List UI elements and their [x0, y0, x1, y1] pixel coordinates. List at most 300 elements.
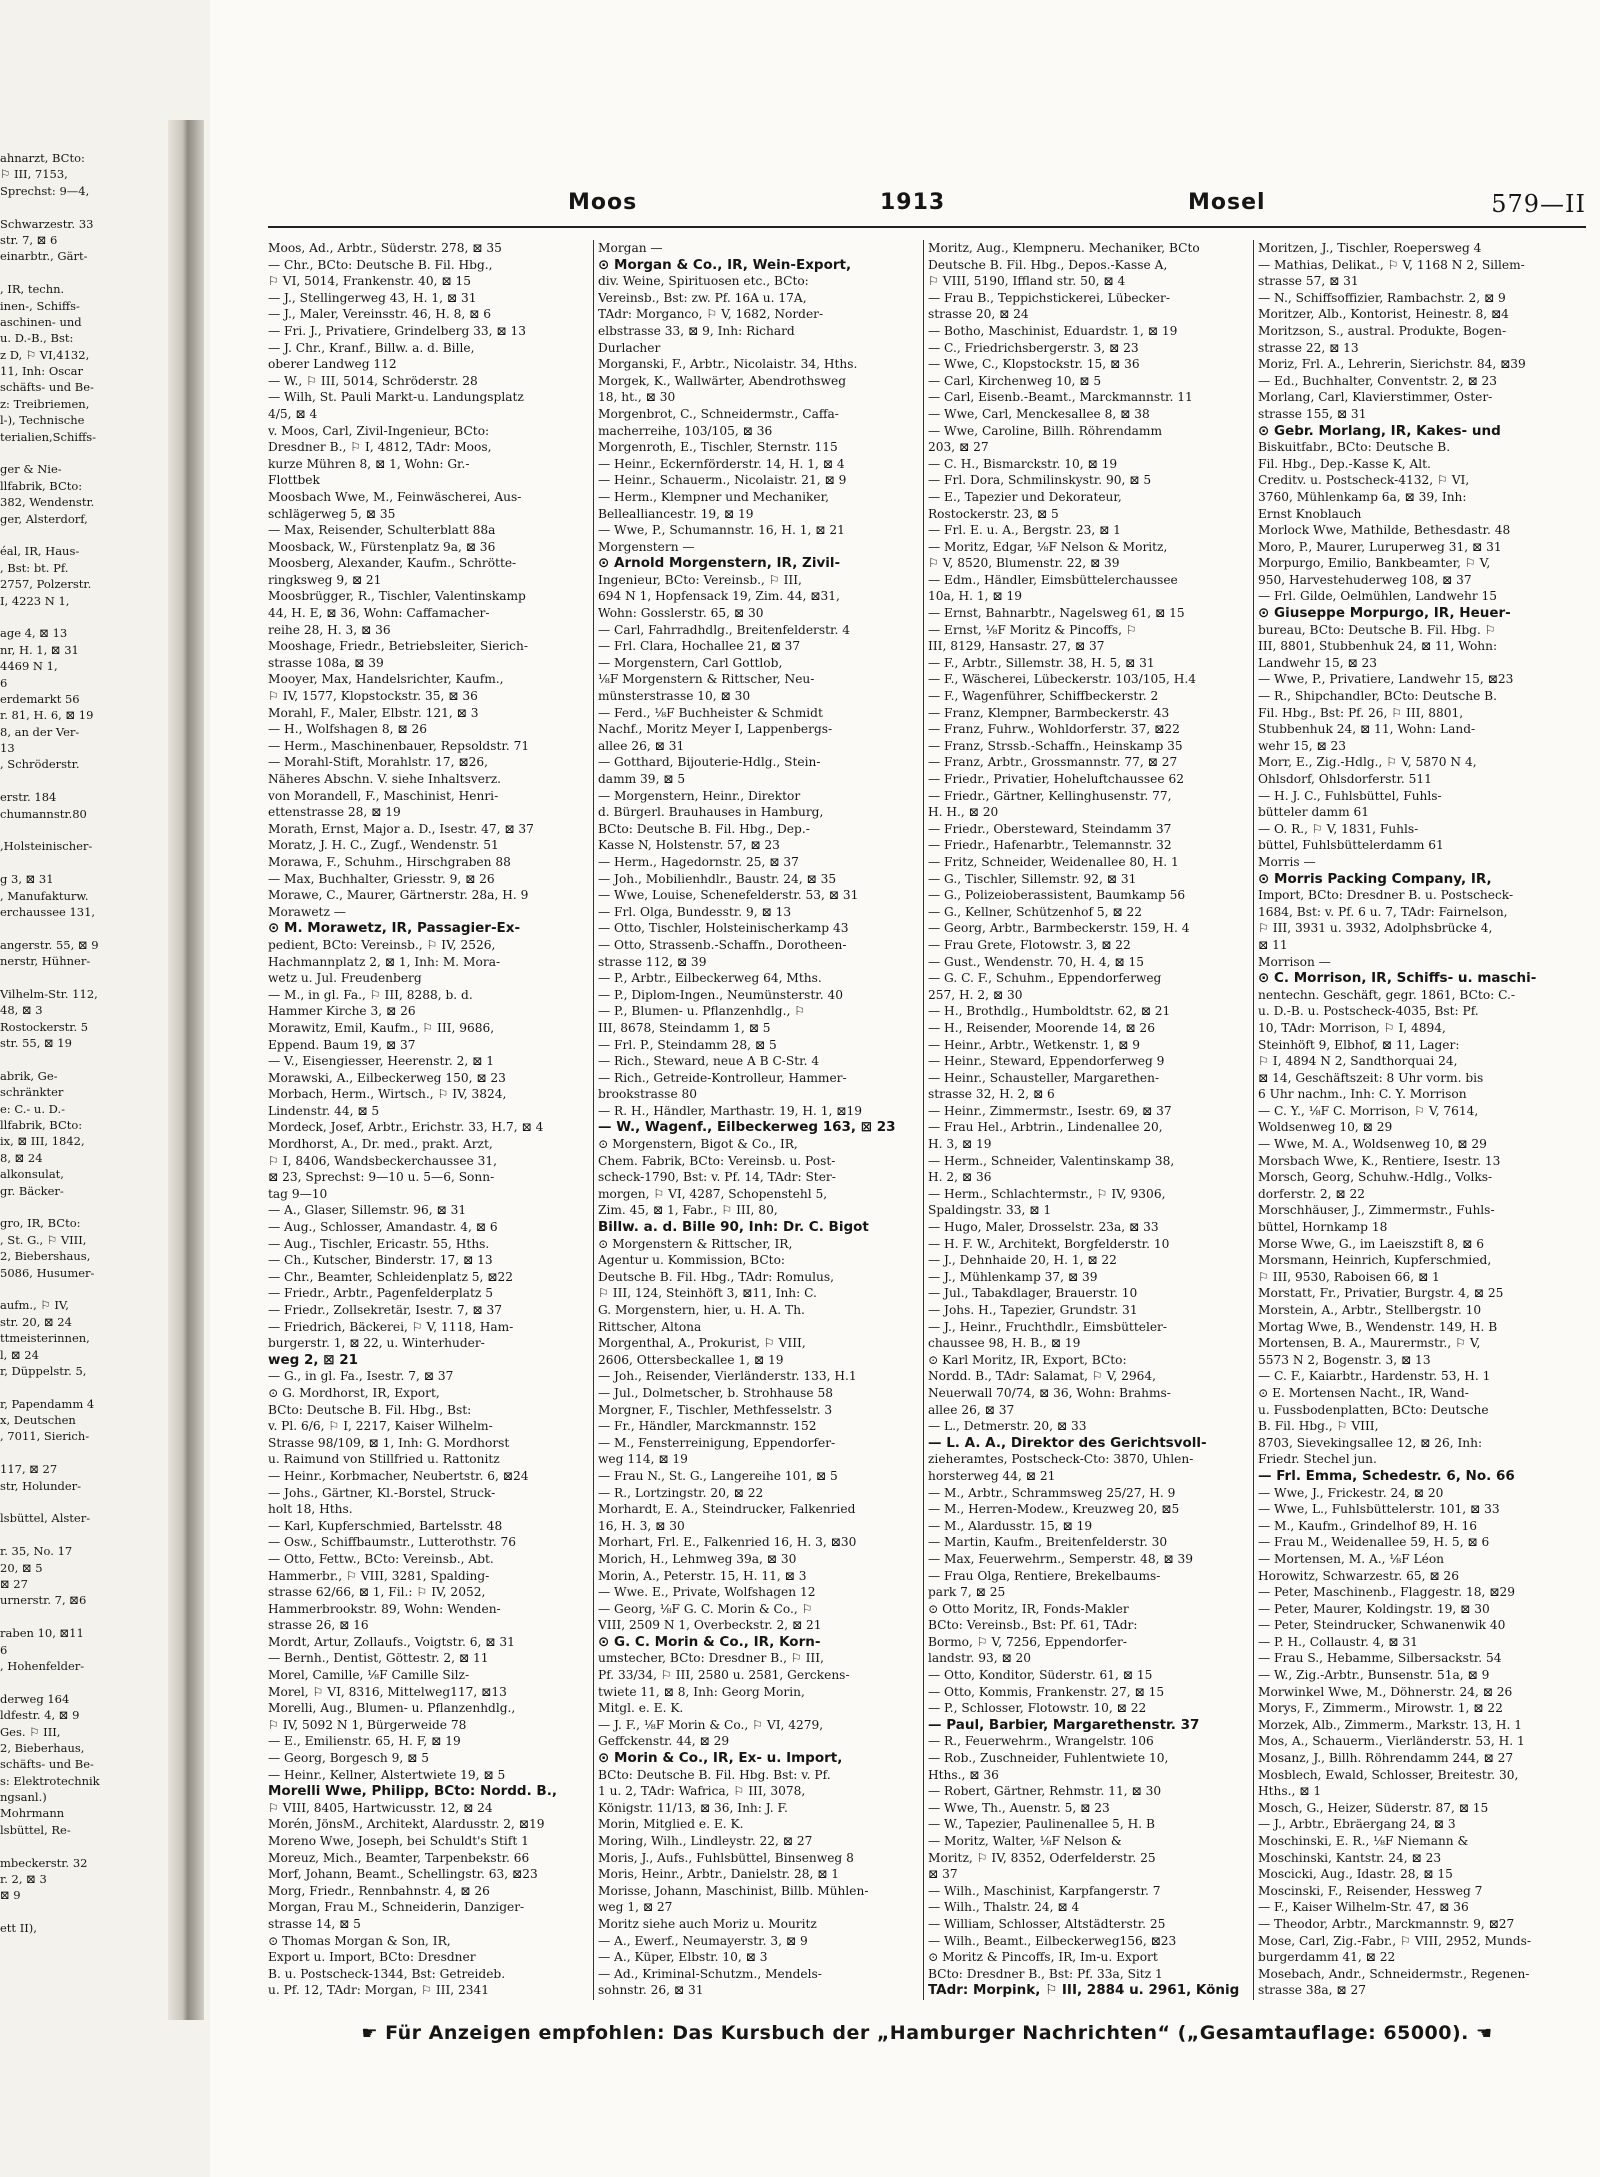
directory-entry: — Wwe, C., Klopstockstr. 15, ⊠ 36 [928, 357, 1140, 372]
previous-page-line: einarbtr., Gärt- [0, 249, 88, 264]
directory-entry: Mosblech, Ewald, Schlosser, Breitestr. 30, [1258, 1767, 1519, 1782]
directory-entry: Mose, Carl, Zig.-Fabr., ⚐ VIII, 2952, Munds- [1258, 1933, 1531, 1948]
directory-entry: — Wilh, St. Pauli Markt-u. Landungsplatz [268, 390, 524, 405]
previous-page-line: schränkter [0, 1085, 64, 1100]
directory-entry: Morsch, Georg, Schuhw.-Hdlg., Volks- [1258, 1170, 1493, 1185]
directory-entry: Morrison — [1258, 954, 1331, 969]
directory-entry [598, 1999, 918, 2000]
previous-page-line: l, ⊠ 24 [0, 1347, 39, 1362]
directory-entry: schlägerweg 5, ⊠ 35 [268, 506, 396, 521]
directory-entry: — Franz, Strssb.-Schaffn., Heinskamp 35 [928, 738, 1183, 753]
previous-page-line: , 7011, Sierich- [0, 1429, 90, 1444]
directory-entry: — Herm., Hagedornstr. 25, ⊠ 37 [598, 854, 799, 869]
directory-entry: weg 1, ⊠ 27 [598, 1900, 673, 1915]
previous-page-line: mbeckerstr. 32 [0, 1855, 88, 1870]
directory-entry: zieheramtes, Postscheck-Cto: 3870, Uhlen- [928, 1452, 1194, 1467]
directory-entry: Moosbach Wwe, M., Feinwäscherei, Aus- [268, 489, 522, 504]
directory-entry: — Carl, Eisenb.-Beamt., Marckmannstr. 11 [928, 390, 1193, 405]
directory-entry: — Chr., Beamter, Schleidenplatz 5, ⊠22 [268, 1269, 513, 1284]
directory-entry: strasse 62/66, ⊠ 1, Fil.: ⚐ IV, 2052, [268, 1585, 486, 1600]
directory-entry: Creditv. u. Postscheck-4132, ⚐ VI, [1258, 473, 1470, 488]
directory-entry: — G., Polizeioberassistent, Baumkamp 56 [928, 888, 1186, 903]
directory-entry: nentechn. Geschäft, gegr. 1861, BCto: C.- [1258, 987, 1516, 1002]
directory-entry: — Morahl-Stift, Morahlstr. 17, ⊠26, [268, 755, 489, 770]
previous-page-column [0, 150, 168, 2010]
directory-entry: Steinhöft 9, Elbhof, ⊠ 11, Lager: [1258, 1037, 1460, 1052]
directory-entry: Morr, E., Zig.-Hdlg., ⚐ V, 5870 N 4, [1258, 755, 1477, 770]
previous-page-line: raben 10, ⊠11 [0, 1626, 84, 1641]
directory-entry: — Theodor, Arbtr., Marckmannstr. 9, ⊠27 [1258, 1916, 1515, 1931]
directory-entry: — J., Arbtr., Ebräergang 24, ⊠ 3 [1258, 1817, 1456, 1832]
directory-entry: B. u. Postscheck-1344, Bst: Getreideb. [268, 1966, 506, 1981]
previous-page-line: , St. G., ⚐ VIII, [0, 1232, 87, 1247]
directory-entry: — W., Tapezier, Paulinenallee 5, H. B [928, 1817, 1155, 1832]
previous-page-line: llfabrik, BCto: [0, 478, 83, 493]
directory-entry: — Martin, Kaufm., Breitenfelderstr. 30 [928, 1535, 1168, 1550]
directory-entry: Morel, ⚐ VI, 8316, Mittelweg117, ⊠13 [268, 1684, 507, 1699]
directory-entry: weg 114, ⊠ 19 [598, 1452, 688, 1467]
directory-entry: pedient, BCto: Vereinsb., ⚐ IV, 2526, [268, 937, 496, 952]
directory-entry: Hachmannplatz 2, ⊠ 1, Inh: M. Mora- [268, 954, 501, 969]
directory-entry: Bormo, ⚐ V, 7256, Eppendorfer- [928, 1634, 1127, 1649]
previous-page-line: r, Papendamm 4 [0, 1396, 95, 1411]
directory-entry: ⚐ III, 124, Steinhöft 3, ⊠11, Inh: C. [598, 1286, 817, 1301]
directory-entry: Eppend. Baum 19, ⊠ 37 [268, 1037, 416, 1052]
directory-entry: III, 8801, Stubbenhuk 24, ⊠ 11, Wohn: [1258, 639, 1498, 654]
previous-page-line: ngsanl.) [0, 1790, 47, 1805]
directory-entry: — R. H., Händler, Marthastr. 19, H. 1, ⊠19 [598, 1103, 862, 1118]
directory-entry: 5573 N 2, Bogenstr. 3, ⊠ 13 [1258, 1352, 1431, 1367]
directory-entry: Morstatt, Fr., Privatier, Burgstr. 4, ⊠ 25 [1258, 1286, 1504, 1301]
previous-page-line: angerstr. 55, ⊠ 9 [0, 937, 99, 952]
directory-entry: — H., Reisender, Moorende 14, ⊠ 26 [928, 1020, 1155, 1035]
previous-page-line: str. 20, ⊠ 24 [0, 1314, 72, 1329]
directory-entry: — J., Dehnhaide 20, H. 1, ⊠ 22 [928, 1253, 1117, 1268]
directory-entry: 18, ht., ⊠ 30 [598, 390, 676, 405]
directory-entry: — Frl. Emma, Schedestr. 6, No. 66 [1258, 1467, 1515, 1484]
directory-entry: Moritz, ⚐ IV, 8352, Oderfelderstr. 25 [928, 1850, 1156, 1865]
directory-entry: — A., Ewerf., Neumayerstr. 3, ⊠ 9 [598, 1933, 808, 1948]
directory-entry: 10a, H. 1, ⊠ 19 [928, 589, 1022, 604]
directory-entry: ⊠ 14, Geschäftszeit: 8 Uhr vorm. bis [1258, 1070, 1484, 1085]
directory-entry: — E., Emilienstr. 65, H. F, ⊠ 19 [268, 1734, 461, 1749]
directory-entry: 1684, Bst: v. Pf. 6 u. 7, TAdr: Fairnelson, [1258, 904, 1508, 919]
previous-page-line: lsbüttel, Re- [0, 1822, 71, 1837]
directory-entry: — Frl. Clara, Hochallee 21, ⊠ 37 [598, 639, 801, 654]
previous-page-line: erstr. 184 [0, 790, 57, 805]
directory-entry: ⊠ 11 [1258, 937, 1288, 952]
directory-entry: — Frau Hel., Arbtrin., Lindenallee 20, [928, 1120, 1163, 1135]
directory-entry: Moris, J., Aufs., Fuhlsbüttel, Binsenweg 8 [598, 1850, 854, 1865]
directory-entry: Strasse 98/109, ⊠ 1, Inh: G. Mordhorst [268, 1435, 510, 1450]
directory-entry: Morf, Johann, Beamt., Schellingstr. 63, ⊠23 [268, 1867, 538, 1882]
directory-entry: — Wwe, Louise, Schenefelderstr. 53, ⊠ 31 [598, 888, 859, 903]
directory-entry: Zim. 45, ⊠ 1, Fabr., ⚐ III, 80, [598, 1203, 778, 1218]
directory-entry: ⊙ Arnold Morgenstern, IR, Zivil- [598, 555, 841, 572]
directory-entry: Flottbek [268, 473, 320, 488]
previous-page-line: inen-, Schiffs- [0, 298, 80, 313]
directory-entry: — Frau Grete, Flotowstr. 3, ⊠ 22 [928, 937, 1131, 952]
previous-page-line [0, 199, 168, 215]
directory-entry: allee 26, ⊠ 31 [598, 738, 685, 753]
directory-entry: Moritzer, Alb., Kontorist, Heinestr. 8, ⊠4 [1258, 307, 1509, 322]
directory-entry: — P., Diplom-Ingen., Neumünsterstr. 40 [598, 987, 844, 1002]
previous-page-line: erchaussee 131, [0, 904, 96, 919]
previous-page-line: r. 81, H. 6, ⊠ 19 [0, 708, 94, 723]
directory-entry: chaussee 98, H. B., ⊠ 19 [928, 1336, 1081, 1351]
directory-entry: Morawetz — [268, 904, 346, 919]
directory-entry: — Frl. Olga, Bundesstr. 9, ⊠ 13 [598, 904, 792, 919]
column-2 [598, 240, 918, 2000]
previous-page-line: e: C.- u. D.- [0, 1101, 65, 1116]
directory-entry: Morlock Wwe, Mathilde, Bethesdastr. 48 [1258, 523, 1511, 538]
directory-entry: H. 2, ⊠ 36 [928, 1170, 992, 1185]
previous-page-line: x, Deutschen [0, 1413, 76, 1428]
directory-entry: Morin, A., Peterstr. 15, H. 11, ⊠ 3 [598, 1568, 807, 1583]
directory-entry: — Heinr., Kellner, Alstertwiete 19, ⊠ 5 [268, 1767, 506, 1782]
directory-entry: III, 8678, Steindamm 1, ⊠ 5 [598, 1020, 771, 1035]
directory-columns [268, 240, 1586, 2000]
directory-entry: Nordd. B., TAdr: Salamat, ⚐ V, 2964, [928, 1369, 1156, 1384]
directory-entry: Morsbach Wwe, K., Rentiere, Isestr. 13 [1258, 1153, 1501, 1168]
directory-entry: Mordhorst, A., Dr. med., prakt. Arzt, [268, 1137, 493, 1152]
directory-entry: — Ed., Buchhalter, Conventstr. 2, ⊠ 23 [1258, 373, 1498, 388]
previous-page-line: u. D.-B., Bst: [0, 331, 74, 346]
previous-page-line: llfabrik, BCto: [0, 1118, 83, 1133]
directory-entry: — A., Glaser, Sillemstr. 96, ⊠ 31 [268, 1203, 467, 1218]
directory-entry: ⊙ Giuseppe Morpurgo, IR, Heuer- [1258, 605, 1511, 622]
previous-page-line [0, 1051, 168, 1067]
previous-page-line [0, 1609, 168, 1625]
directory-entry: tag 9—10 [268, 1186, 328, 1201]
directory-entry: — Carl, Kirchenweg 10, ⊠ 5 [928, 373, 1102, 388]
column-divider [923, 240, 924, 2000]
directory-entry: ⊙ Gebr. Morlang, IR, Kakes- und [1258, 422, 1501, 439]
directory-entry: Neuerwall 70/74, ⊠ 36, Wohn: Brahms- [928, 1385, 1171, 1400]
directory-entry: Mosch, G., Heizer, Süderstr. 87, ⊠ 15 [1258, 1800, 1489, 1815]
previous-page-line: z D, ⚐ VI,4132, [0, 347, 90, 362]
directory-entry: Morys, F., Zimmerm., Mirowstr. 1, ⊠ 22 [1258, 1701, 1503, 1716]
directory-entry: weg 2, ⊠ 21 [268, 1351, 359, 1368]
previous-page-line [0, 1281, 168, 1297]
previous-page-line: 2, Biebershaus, [0, 1249, 91, 1264]
directory-entry: Horowitz, Schwarzestr. 65, ⊠ 26 [1258, 1568, 1459, 1583]
directory-entry: ⚐ IV, 5092 N 1, Bürgerweide 78 [268, 1717, 467, 1732]
directory-entry: Mortensen, B. A., Maurermstr., ⚐ V, [1258, 1336, 1481, 1351]
directory-entry: ⚐ VIII, 8405, Hartwicusstr. 12, ⊠ 24 [268, 1800, 493, 1815]
previous-page-line: Mohrmann [0, 1806, 65, 1821]
directory-entry: — Ad., Kriminal-Schutzm., Mendels- [598, 1966, 822, 1981]
directory-entry: — Johs., Gärtner, Kl.-Borstel, Struck- [268, 1485, 496, 1500]
directory-entry: — Franz, Klempner, Barmbeckerstr. 43 [928, 705, 1170, 720]
previous-page-line: 117, ⊠ 27 [0, 1462, 58, 1477]
directory-entry: ⊠ 23, Sprechst: 9—10 u. 5—6, Sonn- [268, 1170, 495, 1185]
directory-entry: — H., Wolfshagen 8, ⊠ 26 [268, 722, 427, 737]
directory-entry: BCto: Vereinsb., Bst: Pf. 61, TAdr: [928, 1618, 1138, 1633]
previous-page-line [0, 855, 168, 871]
directory-entry: — Karl, Kupferschmied, Bartelsstr. 48 [268, 1518, 503, 1533]
directory-entry: d. Bürgerl. Brauhauses in Hamburg, [598, 805, 824, 820]
directory-entry: strasse 26, ⊠ 16 [268, 1618, 369, 1633]
directory-entry: — R., Feuerwehrm., Wrangelstr. 106 [928, 1734, 1154, 1749]
directory-entry: Moratz, J. H. C., Zugf., Wendenstr. 51 [268, 838, 499, 853]
directory-entry: — Gotthard, Bijouterie-Hdlg., Stein- [598, 755, 821, 770]
directory-entry: landstr. 93, ⊠ 20 [928, 1651, 1032, 1666]
previous-page-line: ahnarzt, BCto: [0, 151, 85, 165]
directory-entry: strasse 22, ⊠ 13 [1258, 340, 1359, 355]
directory-entry: — Wwe, M. A., Woldsenweg 10, ⊠ 29 [1258, 1137, 1487, 1152]
directory-entry: — V., Eisengiesser, Heerenstr. 2, ⊠ 1 [268, 1054, 494, 1069]
directory-entry: Moos, Ad., Arbtr., Süderstr. 278, ⊠ 35 [268, 241, 502, 255]
directory-entry: — Rob., Zuschneider, Fuhlentwiete 10, [928, 1751, 1169, 1766]
previous-page-line: ldfestr. 4, ⊠ 9 [0, 1708, 80, 1723]
directory-entry: — H. J. C., Fuhlsbüttel, Fuhls- [1258, 788, 1442, 803]
directory-entry: — J., Heinr., Fruchthdlr., Eimsbütteler- [928, 1319, 1167, 1334]
header-year: 1913 [880, 190, 946, 215]
directory-entry: strasse 57, ⊠ 31 [1258, 274, 1359, 289]
previous-page-line: chumannstr.80 [0, 806, 87, 821]
previous-page-line: , Manufakturw. [0, 888, 89, 903]
directory-entry: ⊙ M. Morawetz, IR, Passagier-Ex- [268, 920, 521, 937]
directory-entry: Morgenthal, A., Prokurist, ⚐ VIII, [598, 1336, 806, 1351]
directory-entry: — Friedr., Zollsekretär, Isestr. 7, ⊠ 37 [268, 1303, 503, 1317]
directory-entry: Import, BCto: Dresdner B. u. Postscheck- [1258, 888, 1514, 903]
directory-entry: Geffckenstr. 44, ⊠ 29 [598, 1734, 730, 1749]
directory-entry: Moris, Heinr., Arbtr., Danielstr. 28, ⊠ 1 [598, 1867, 840, 1882]
book-spine [168, 120, 204, 2020]
column-3 [928, 240, 1248, 2000]
previous-page-line: ,Holsteinischer- [0, 839, 93, 854]
directory-entry: u. Fussbodenplatten, BCto: Deutsche [1258, 1402, 1489, 1417]
directory-entry: ⊙ Thomas Morgan & Son, IR, [268, 1933, 451, 1948]
previous-page-line: 13 [0, 741, 15, 756]
directory-entry: Spaldingstr. 33, ⊠ 1 [928, 1203, 1052, 1218]
directory-entry: — Otto, Fettw., BCto: Vereinsb., Abt. [268, 1551, 494, 1566]
directory-entry: — H. F. W., Architekt, Borgfelderstr. 10 [928, 1236, 1170, 1251]
directory-entry: ⊙ Karl Moritz, IR, Export, BCto: [928, 1352, 1127, 1367]
previous-page-line: Vilhelm-Str. 112, [0, 986, 98, 1001]
directory-entry: wetz u. Jul. Freudenberg [268, 971, 422, 986]
directory-entry: Morgek, K., Wallwärter, Abendrothsweg [598, 373, 846, 388]
directory-entry: — M., Fensterreinigung, Eppendorfer- [598, 1435, 836, 1450]
previous-page-line: str, Holunder- [0, 1478, 82, 1493]
directory-entry: Moring, Wilh., Lindleystr. 22, ⊠ 27 [598, 1834, 813, 1848]
directory-entry: Morlang, Carl, Klavierstimmer, Oster- [1258, 390, 1493, 405]
previous-page-line: urnerstr. 7, ⊠6 [0, 1593, 87, 1608]
directory-entry: Kasse N, Holstenstr. 57, ⊠ 23 [598, 838, 780, 853]
directory-entry: ⊙ Morgenstern & Rittscher, IR, [598, 1236, 793, 1251]
directory-entry: ⊙ G. Mordhorst, IR, Export, [268, 1385, 440, 1400]
directory-entry: — M., in gl. Fa., ⚐ III, 8288, b. d. [268, 987, 473, 1002]
directory-entry: Hammerbr., ⚐ VIII, 3281, Spalding- [268, 1568, 490, 1583]
directory-entry: — Max, Feuerwehrm., Semperstr. 48, ⊠ 39 [928, 1551, 1194, 1566]
directory-entry: Moschinski, Kantstr. 24, ⊠ 23 [1258, 1850, 1442, 1865]
directory-entry: ⅛F Morgenstern & Rittscher, Neu- [598, 672, 815, 687]
directory-entry: — Rich., Getreide-Kontrolleur, Hammer- [598, 1070, 847, 1085]
directory-entry: — C. Y., ⅛F C. Morrison, ⚐ V, 7614, [1258, 1103, 1479, 1118]
previous-page-line: ttmeisterinnen, [0, 1331, 90, 1346]
directory-entry: — Franz, Fuhrw., Wohldorferstr. 37, ⊠22 [928, 722, 1180, 737]
directory-entry: Morgan — [598, 241, 663, 255]
directory-entry: münsterstrasse 10, ⊠ 30 [598, 689, 751, 704]
directory-entry: — M., Alardusstr. 15, ⊠ 19 [928, 1518, 1093, 1533]
previous-page-line: 8, ⊠ 24 [0, 1150, 43, 1165]
directory-entry: — Bernh., Dentist, Göttestr. 2, ⊠ 11 [268, 1651, 489, 1666]
directory-entry: Moritzen, J., Tischler, Roepersweg 4 [1258, 241, 1482, 255]
directory-entry: Morahl, F., Maler, Elbstr. 121, ⊠ 3 [268, 705, 479, 720]
previous-page-line: ger & Nie- [0, 462, 62, 477]
directory-entry: H. 3, ⊠ 19 [928, 1137, 992, 1152]
directory-entry: — W., Wagenf., Eilbeckerweg 163, ⊠ 23 [598, 1119, 896, 1136]
directory-entry: — C. H., Bismarckstr. 10, ⊠ 19 [928, 456, 1118, 471]
directory-entry: von Morandell, F., Maschinist, Henri- [268, 788, 499, 803]
previous-page-line: I, 4223 N 1, [0, 593, 70, 608]
directory-entry: — Frl. Dora, Schmilinskystr. 90, ⊠ 5 [928, 473, 1152, 488]
directory-entry: — Frau B., Teppichstickerei, Lübecker- [928, 290, 1170, 305]
directory-entry: — Friedr., Privatier, Hoheluftchaussee 62 [928, 772, 1184, 786]
directory-entry: — L. A. A., Direktor des Gerichtsvoll- [928, 1434, 1207, 1451]
previous-page-line: Sprechst: 9—4, [0, 183, 90, 198]
previous-page-line: 382, Wendenstr. [0, 495, 95, 510]
directory-entry: — G., Kellner, Schützenhof 5, ⊠ 22 [928, 904, 1142, 919]
directory-entry: Hammer Kirche 3, ⊠ 26 [268, 1004, 416, 1019]
directory-entry: Mosebach, Andr., Schneidermstr., Regenen- [1258, 1966, 1530, 1981]
directory-entry: — Frl. E. u. A., Bergstr. 23, ⊠ 1 [928, 523, 1121, 538]
directory-entry: Morawski, A., Eilbeckerweg 150, ⊠ 23 [268, 1070, 506, 1085]
directory-entry: — Otto, Konditor, Süderstr. 61, ⊠ 15 [928, 1668, 1153, 1683]
page-number: 579—II [1491, 190, 1586, 218]
directory-entry: — Herm., Schlachtermstr., ⚐ IV, 9306, [928, 1186, 1166, 1201]
directory-entry: Moscinski, F., Reisender, Hessweg 7 [1258, 1883, 1483, 1898]
directory-entry: III, 8129, Hansastr. 27, ⊠ 37 [928, 639, 1105, 654]
directory-entry: — Hugo, Maler, Drosselstr. 23a, ⊠ 33 [928, 1220, 1159, 1235]
directory-entry: — Herm., Schneider, Valentinskamp 38, [928, 1153, 1175, 1168]
previous-page-line: l-), Technische [0, 413, 85, 428]
directory-entry: — Jul., Dolmetscher, b. Strohhause 58 [598, 1385, 833, 1400]
directory-entry: Moosbrügger, R., Tischler, Valentinskamp [268, 589, 526, 604]
directory-entry: ⚐ IV, 1577, Klopstockstr. 35, ⊠ 36 [268, 689, 478, 704]
directory-entry: 2606, Ottersbeckallee 1, ⊠ 19 [598, 1352, 784, 1367]
directory-entry: Ohlsdorf, Ohlsdorferstr. 511 [1258, 772, 1432, 786]
directory-entry: 8703, Sievekingsallee 12, ⊠ 26, Inh: [1258, 1435, 1483, 1450]
directory-entry: Mosanz, J., Billh. Röhrendamm 244, ⊠ 27 [1258, 1751, 1514, 1766]
directory-entry: ettenstrasse 28, ⊠ 19 [268, 805, 401, 820]
directory-entry: Morelli, Aug., Blumen- u. Pflanzenhdlg., [268, 1701, 516, 1716]
previous-page-line [0, 1445, 168, 1461]
directory-entry: strasse 14, ⊠ 5 [268, 1916, 361, 1931]
previous-page-line: 6 [0, 675, 8, 690]
previous-page-line: alkonsulat, [0, 1167, 64, 1182]
directory-entry: park 7, ⊠ 25 [928, 1585, 1006, 1600]
directory-entry: VIII, 2509 N 1, Overbeckstr. 2, ⊠ 21 [598, 1618, 822, 1633]
directory-entry: — Peter, Maurer, Koldingstr. 19, ⊠ 30 [1258, 1601, 1490, 1616]
directory-entry: büttel, Fuhlsbüttelerdamm 61 [1258, 838, 1444, 853]
directory-entry: u. Raimund von Stillfried u. Rattonitz [268, 1452, 500, 1467]
directory-entry: strasse 32, H. 2, ⊠ 6 [928, 1087, 1055, 1102]
directory-entry: — Heinr., Schauerm., Nicolaistr. 21, ⊠ 9 [598, 473, 847, 488]
previous-page-line: 20, ⊠ 5 [0, 1560, 43, 1575]
directory-entry: — Frau Olga, Rentiere, Brekelbaums- [928, 1568, 1161, 1583]
directory-entry: Morse Wwe, G., im Laeiszstift 8, ⊠ 6 [1258, 1236, 1484, 1251]
directory-entry: Moreuz, Mich., Beamter, Tarpenbekstr. 66 [268, 1850, 530, 1865]
directory-entry: — Georg, ⅛F G. C. Morin & Co., ⚐ [598, 1601, 813, 1616]
previous-page-line: Ges. ⚐ III, [0, 1724, 61, 1739]
directory-entry: Ingenieur, BCto: Vereinsb., ⚐ III, [598, 572, 802, 587]
previous-page-line: , Schröderstr. [0, 757, 80, 772]
directory-entry: — Wilh., Beamt., Eilbeckerweg156, ⊠23 [928, 1933, 1177, 1948]
previous-page-line: ⊠ 27 [0, 1576, 28, 1591]
previous-page-line: 5086, Husumer- [0, 1265, 95, 1280]
directory-entry: ringksweg 9, ⊠ 21 [268, 572, 382, 587]
directory-entry: — Wilh., Maschinist, Karpfangerstr. 7 [928, 1883, 1161, 1898]
directory-entry: Morgenstern — [598, 539, 695, 554]
directory-entry: — Frl. P., Steindamm 28, ⊠ 5 [598, 1037, 777, 1052]
previous-page-line: ett II), [0, 1921, 37, 1936]
previous-page-line: r, Düppelstr. 5, [0, 1363, 87, 1378]
directory-entry: 4/5, ⊠ 4 [268, 406, 318, 421]
directory-entry: — Chr., BCto: Deutsche B. Fil. Hbg., [268, 257, 493, 272]
directory-entry: Morwinkel Wwe, M., Döhnerstr. 24, ⊠ 26 [1258, 1684, 1513, 1699]
directory-entry: G. Morgenstern, hier, u. H. A. Th. [598, 1303, 805, 1317]
directory-entry: ⚐ V, 8520, Blumenstr. 22, ⊠ 39 [928, 556, 1120, 571]
directory-entry: — R., Lortzingstr. 20, ⊠ 22 [598, 1485, 764, 1500]
directory-entry: kurze Mühren 8, ⊠ 1, Wohn: Gr.- [268, 456, 470, 471]
previous-page-line: éal, IR, Haus- [0, 544, 80, 559]
previous-page-line: age 4, ⊠ 13 [0, 626, 68, 641]
directory-entry: brookstrasse 80 [598, 1087, 698, 1102]
directory-entry: — Friedr., Gärtner, Kellinghusenstr. 77, [928, 788, 1172, 803]
directory-entry: — Max, Reisender, Schulterblatt 88a [268, 523, 496, 538]
previous-page-line: z: Treibriemen, [0, 396, 90, 411]
directory-entry: — Ch., Kutscher, Binderstr. 17, ⊠ 13 [268, 1253, 493, 1268]
directory-entry: dorferstr. 2, ⊠ 22 [1258, 1186, 1365, 1201]
directory-entry: Dresdner B., ⚐ I, 4812, TAdr: Moos, [268, 440, 492, 455]
directory-entry: — J., Mühlenkamp 37, ⊠ 39 [928, 1269, 1098, 1284]
previous-page-line: s: Elektrotechnik [0, 1773, 100, 1788]
directory-entry: Morawe, C., Maurer, Gärtnerstr. 28a, H. 9 [268, 888, 529, 903]
directory-entry: strasse 38a, ⊠ 27 [1258, 1983, 1366, 1998]
directory-entry: BCto: Deutsche B. Fil. Hbg., Bst: [268, 1402, 472, 1417]
previous-page-line [0, 265, 168, 281]
directory-entry: — Ernst, Bahnarbtr., Nagelsweg 61, ⊠ 15 [928, 606, 1185, 621]
directory-entry: — Wwe. E., Private, Wolfshagen 12 [598, 1585, 816, 1600]
directory-entry: 950, Harvestehuderweg 108, ⊠ 37 [1258, 572, 1472, 587]
directory-entry: Moritz, Aug., Klempneru. Mechaniker, BCto [928, 241, 1200, 255]
directory-entry: — F., Arbtr., Sillemstr. 38, H. 5, ⊠ 31 [928, 655, 1155, 670]
directory-entry: ⊙ E. Mortensen Nacht., IR, Wand- [1258, 1385, 1469, 1400]
directory-entry: sohnstr. 26, ⊠ 31 [598, 1983, 704, 1998]
previous-page-line [0, 773, 168, 789]
directory-entry: — C. F., Kaiarbtr., Hardenstr. 53, H. 1 [1258, 1369, 1491, 1384]
previous-page-line: g 3, ⊠ 31 [0, 872, 54, 887]
directory-entry: — M., Kaufm., Grindelhof 89, H. 16 [1258, 1518, 1478, 1533]
column-4 [1258, 240, 1578, 2000]
directory-entry: — Heinr., Eckernförderstr. 14, H. 1, ⊠ 4 [598, 456, 845, 471]
previous-page-line: nerstr, Hühner- [0, 954, 91, 969]
directory-entry: Mortag Wwe, B., Wendenstr. 149, H. B [1258, 1319, 1498, 1334]
directory-entry: — L., Detmerstr. 20, ⊠ 33 [928, 1419, 1087, 1434]
directory-entry: — Robert, Gärtner, Rehmstr. 11, ⊠ 30 [928, 1784, 1162, 1799]
directory-entry: — E., Tapezier und Dekorateur, [928, 489, 1122, 504]
previous-page-line: , IR, techn. [0, 282, 65, 297]
previous-page-line: str. 55, ⊠ 19 [0, 1036, 72, 1051]
directory-entry: Moritzson, S., austral. Produkte, Bogen- [1258, 323, 1507, 338]
previous-page-line [0, 1904, 168, 1920]
directory-entry: — Jul., Tabakdlager, Brauerstr. 10 [928, 1286, 1138, 1301]
column-divider [593, 240, 594, 2000]
directory-entry: — Ferd., ⅛F Buchheister & Schmidt [598, 705, 823, 720]
directory-entry: Fil. Hbg., Dep.-Kasse K, Alt. [1258, 456, 1431, 471]
